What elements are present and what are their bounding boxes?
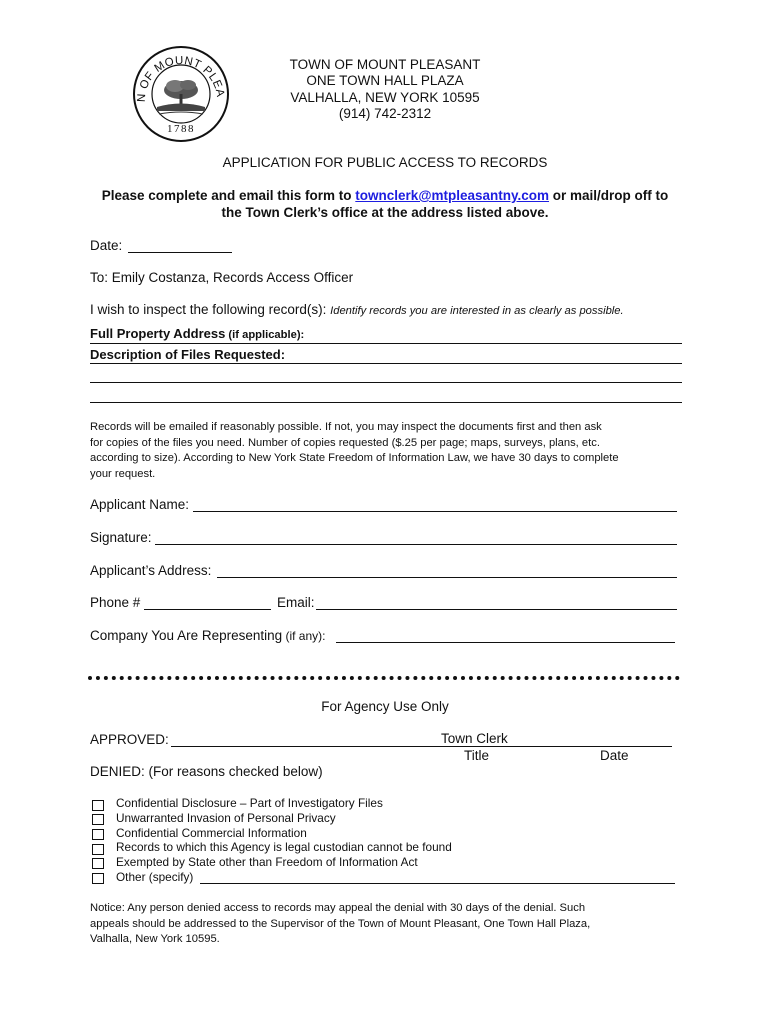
checkbox-commercial-information[interactable] (92, 829, 104, 840)
title-caption: Title (464, 748, 490, 763)
reason-exempted-by-state: Exempted by State other than Freedom of Information Act (116, 855, 418, 869)
company-label (90, 628, 325, 643)
description-label: Description of Files Requested: (90, 347, 286, 362)
property-address-suffix: (if applicable): (225, 329, 305, 341)
date-caption: Date (600, 748, 629, 763)
seal-year: 1788 (167, 123, 195, 135)
records-notice-line-2: for copies of the files you need. Number of copies requested ($.25 per page; maps, surveys, plans, etc. (90, 436, 600, 449)
inspect-text: I wish to inspect the following record(s): (90, 302, 331, 317)
appeal-notice (90, 901, 685, 948)
instructions-text-2: or mail/drop off to (549, 188, 669, 203)
records-notice-line-3: according to size). According to New York State Freedom of Information Law, we have 30 days to complete (90, 452, 619, 464)
property-address-label (90, 326, 304, 341)
signature-label: Signature: (90, 530, 152, 545)
approved-label: APPROVED: (90, 732, 169, 747)
date-label: Date: (90, 238, 123, 253)
email-input-line[interactable] (316, 595, 677, 610)
town-header (262, 57, 508, 122)
email-link[interactable]: townclerk@mtpleasantny.com (355, 188, 550, 203)
instructions-line-1 (0, 187, 770, 204)
phone-input-line[interactable] (144, 595, 271, 610)
reason-other: Other (specify) (116, 870, 194, 884)
denied-label: DENIED: (For reasons checked below) (90, 764, 323, 779)
checkbox-records-not-found[interactable] (92, 844, 104, 855)
property-address-line[interactable] (90, 343, 682, 344)
town-clerk-text: Town Clerk (441, 731, 508, 746)
applicant-address-input-line[interactable] (217, 563, 677, 578)
agency-title: For Agency Use Only (321, 699, 449, 714)
applicant-name-input-line[interactable] (193, 497, 677, 512)
date-field (90, 238, 122, 253)
reason-investigatory-files: Confidential Disclosure – Part of Investigatory Files (116, 796, 383, 810)
seal-graphic (131, 44, 231, 144)
phone-label: Phone # (90, 595, 141, 610)
checkbox-investigatory-files[interactable] (92, 800, 104, 811)
reason-records-not-found: Records to which this Agency is legal custodian cannot be found (116, 840, 452, 854)
inspect-line (90, 302, 624, 317)
header-line-1: TOWN OF MOUNT PLEASANT (289, 57, 481, 72)
company-text: Company You Are Representing (90, 628, 283, 643)
email-label: Email: (277, 595, 315, 610)
town-seal (131, 44, 231, 144)
dotted-divider (88, 676, 680, 680)
description-line-2[interactable] (90, 382, 682, 383)
property-address-text: Full Property Address (90, 326, 226, 341)
to-line: To: Emily Costanza, Records Access Officer (90, 270, 354, 285)
other-specify-input-line[interactable] (200, 870, 675, 884)
instructions (0, 187, 770, 221)
reason-personal-privacy: Unwarranted Invasion of Personal Privacy (116, 811, 336, 825)
appeal-notice-line-2: appeals should be addressed to the Supervisor of the Town of Mount Pleasant, One Town Hall Plaza, (90, 917, 591, 930)
instructions-line-2: the Town Clerk’s office at the address listed above. (221, 205, 549, 220)
applicant-name-label: Applicant Name: (90, 497, 190, 512)
date-input-line[interactable] (128, 238, 232, 253)
checkbox-personal-privacy[interactable] (92, 814, 104, 825)
appeal-notice-line-3: Valhalla, New York 10595. (90, 933, 220, 945)
description-line-1[interactable] (90, 363, 682, 364)
company-suffix: (if any): (282, 629, 326, 643)
instructions-text-1: Please complete and email this form to (101, 188, 356, 203)
inspect-hint: Identify records you are interested in as clearly as possible. (330, 305, 624, 317)
signature-input-line[interactable] (155, 530, 677, 545)
form-title: APPLICATION FOR PUBLIC ACCESS TO RECORDS (222, 155, 548, 170)
seal-ring-text: N OF MOUNT PLEA (135, 54, 227, 103)
records-notice-line-4: your request. (90, 467, 156, 480)
reason-commercial-information: Confidential Commercial Information (116, 826, 307, 840)
header-line-3: VALHALLA, NEW YORK 10595 (290, 89, 480, 105)
approved-input-line[interactable] (171, 732, 672, 747)
checkbox-exempted-by-state[interactable] (92, 858, 104, 869)
records-notice-line-1: Records will be emailed if reasonably possible. If not, you may inspect the documents first and then ask (90, 421, 602, 433)
appeal-notice-line-1: Notice: Any person denied access to records may appeal the denial with 30 days of the denial. Such (90, 902, 586, 914)
records-notice (90, 420, 690, 482)
company-input-line[interactable] (336, 628, 675, 643)
description-line-3[interactable] (90, 402, 682, 403)
checkbox-other[interactable] (92, 873, 104, 884)
header-line-2: ONE TOWN HALL PLAZA (306, 73, 464, 89)
header-line-4: (914) 742-2312 (338, 105, 432, 121)
applicant-address-label: Applicant’s Address: (90, 563, 212, 578)
tree-emblem-icon (157, 80, 205, 114)
